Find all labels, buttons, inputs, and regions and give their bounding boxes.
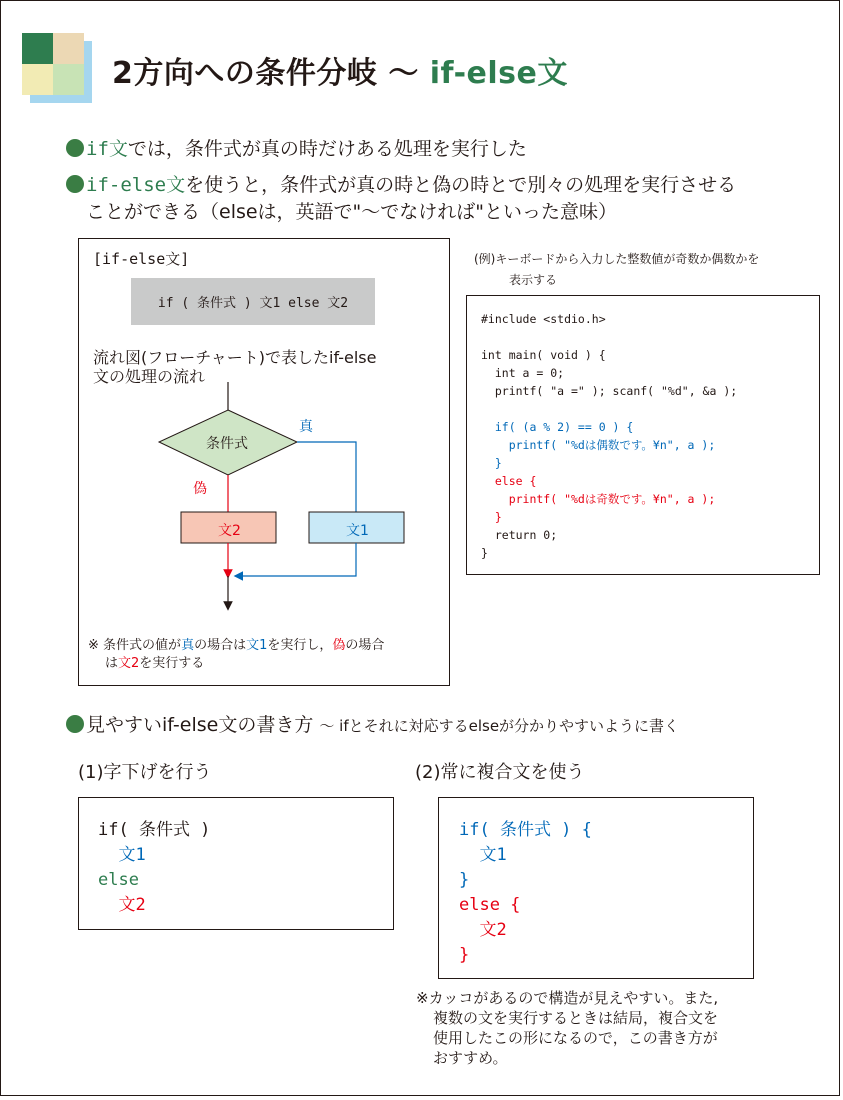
code-line: 文2 xyxy=(98,895,146,915)
bullet-if: if文では，条件式が真の時だけある処理を実行した xyxy=(66,134,527,161)
code-line: return 0; xyxy=(481,528,558,542)
code-line: 文1 xyxy=(459,845,507,865)
page-title: 2方向への条件分岐 ～ if-else文 xyxy=(112,56,568,91)
code-line: #include <stdio.h> xyxy=(481,312,606,326)
example-caption-1: (例)キーボードから入力した整数値が奇数か偶数かを xyxy=(474,252,760,266)
note-line: ※カッコがあるので構造が見えやすい。また, xyxy=(416,989,719,1007)
code-line: int a = 0; xyxy=(481,366,565,380)
code-line: } xyxy=(481,510,502,524)
code-line: if( 条件式 ) { xyxy=(459,820,592,840)
note-line: 使用したこの形になるので，この書き方が xyxy=(433,1029,718,1047)
code-line: } xyxy=(481,546,488,560)
style1-code xyxy=(98,818,210,918)
code-line: int main( void ) { xyxy=(481,348,606,362)
flow-caption-1: 流れ図(フローチャート)で表したif-else xyxy=(93,348,377,367)
code-line: } xyxy=(459,870,470,890)
note-line: おすすめ。 xyxy=(433,1049,508,1067)
diamond-label: 条件式 xyxy=(206,436,248,452)
code-line: else { xyxy=(459,895,521,915)
statement2-label: 文2 xyxy=(218,523,241,539)
code-line: 文2 xyxy=(459,920,507,940)
true-merge-arrow xyxy=(236,543,356,576)
code-line: printf( "%dは偶数です。¥n", a ); xyxy=(481,438,716,452)
code-line: printf( "a =" ); scanf( "%d", &a ); xyxy=(481,384,738,398)
note-line: 複数の文を実行するときは結局，複合文を xyxy=(433,1009,719,1027)
syntax-box: if ( 条件式 ) 文1 else 文2 xyxy=(131,278,375,325)
true-branch-line xyxy=(297,442,356,512)
flow-note-line1: ※ 条件式の値が真の場合は文1を実行し，偽の場合 xyxy=(88,638,385,653)
code-line: else { xyxy=(481,474,537,488)
bullet-dot-icon xyxy=(66,715,84,733)
true-label: 真 xyxy=(299,419,313,435)
flow-caption-2: 文の処理の流れ xyxy=(93,367,206,386)
code-line: } xyxy=(459,945,470,965)
style2-code xyxy=(459,818,592,968)
bullet-readable-style: 見やすいif-else文の書き方 ～ ifとそれに対応するelseが分かりやすいように書く xyxy=(66,710,679,737)
style1-heading: (1)字下げを行う xyxy=(78,762,212,783)
example-caption-2: 表示する xyxy=(509,273,558,287)
false-label: 偽 xyxy=(193,481,207,497)
code-line xyxy=(481,400,737,418)
style2-heading: (2)常に複合文を使う xyxy=(415,762,585,783)
code-line: if( (a % 2) == 0 ) { xyxy=(481,420,634,434)
example-code xyxy=(481,310,737,562)
code-line xyxy=(481,328,737,346)
statement1-label: 文1 xyxy=(346,523,369,539)
code-line: if( 条件式 ) xyxy=(98,820,211,840)
code-line: } xyxy=(481,456,502,470)
flow-box-label: [if-else文] xyxy=(93,250,190,268)
code-line: else xyxy=(98,870,139,890)
code-line: printf( "%dは奇数です。¥n", a ); xyxy=(481,492,716,506)
style2-note xyxy=(416,988,718,1068)
bullet-if-else-line2: ことができる（elseは，英語で"～でなければ"といった意味） xyxy=(86,201,618,223)
code-line: 文1 xyxy=(98,845,146,865)
flow-note-line2: は文2を実行する xyxy=(105,656,205,671)
bullet-if-else: if-else文を使うと，条件式が真の時と偽の時とで別々の処理を実行させる xyxy=(66,170,736,197)
